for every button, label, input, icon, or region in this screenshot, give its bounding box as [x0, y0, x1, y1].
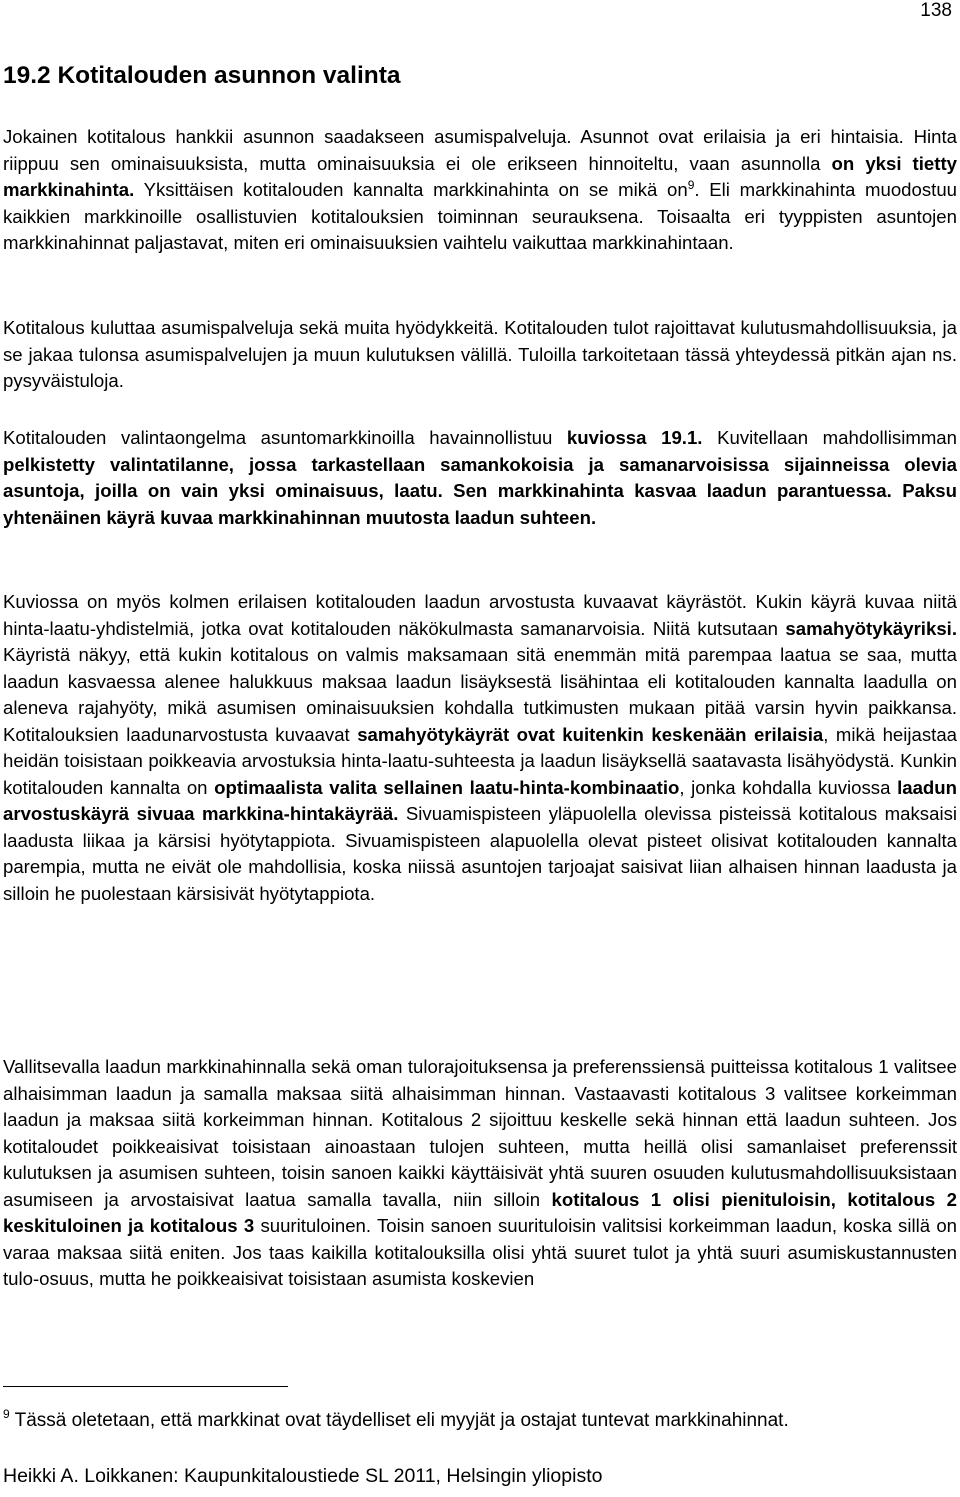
page-footer: Heikki A. Loikkanen: Kaupunkitaloustiede SL 2011, Helsingin yliopisto — [3, 1465, 603, 1487]
p4-text-4: , jonka kohdalla kuviossa — [679, 776, 898, 798]
p1-text-3: . Eli markkinahinta muodostuu kaikkien markkinoille osallistuvien kotitalouksien toiminnan seurauksena. Toisaalta eri tyyppisten asuntojen markkinahinnat paljastavat, miten eri ominaisuuksien vaihtelu vaikuttaa markkinahintaan. — [3, 179, 957, 253]
p4-bold-3: optimaalista valita sellainen laatu-hinta-kombinaatio — [214, 776, 680, 798]
p3-text-1: Kotitalouden valintaongelma asuntomarkkinoilla havainnollistuu — [3, 427, 567, 448]
page-number: 138 — [920, 0, 952, 21]
paragraph-3 — [3, 425, 957, 531]
p3-bold-1: kuviossa 19.1. — [566, 427, 703, 448]
p4-text-2: Käyristä näkyy, että kukin kotitalous on valmis maksamaan sitä enemmän mitä parempaa laatua se saa, mutta laadun kasvaessa alenee halukkuus maksaa laadun lisäyksestä lisähintaa eli kotitalouden kannalta laadulla on aleneva rajahyöty, mikä asumisen ominaisuuksien kohdalla tutkimusten mukaan pitää varsin hyvin paikkansa. Kotitalouksien laadunarvostusta kuvaavat — [3, 644, 957, 745]
p4-bold-2: samahyötykäyrät ovat kuitenkin keskenään erilaisia — [357, 723, 824, 745]
footnote-reference[interactable]: 9 — [687, 178, 695, 192]
p4-bold-1: samahyötykäyriksi. — [785, 617, 957, 639]
footnote-text: Tässä oletetaan, että markkinat ovat täydelliset eli myyjät ja ostajat tuntevat markkinahinnat. — [9, 1410, 789, 1431]
p1-text-1: Jokainen kotitalous hankkii asunnon saadakseen asumispalveluja. Asunnot ovat erilaisia ja eri hintaisia. Hinta riippuu sen ominaisuuksista, mutta ominaisuuksia ei ole erikseen hinnoiteltu, vaan asunnolla — [3, 126, 957, 174]
paragraph-2: Kotitalous kuluttaa asumispalveluja sekä muita hyödykkeitä. Kotitalouden tulot rajoittavat kulutusmahdollisuuksia, ja se jakaa tulonsa asumispalvelujen ja muun kulutuksen välillä. Tuloilla tarkoitetaan tässä yhteydessä pitkän ajan ns. pysyväistuloja. — [3, 317, 957, 391]
paragraph-5 — [3, 1054, 957, 1293]
footnote-divider — [3, 1386, 288, 1387]
footnote-marker: 9 — [3, 1407, 10, 1421]
p5-text-1: Vallitsevalla laadun markkinahinnalla sekä oman tulorajoituksensa ja preferenssiensä puitteissa kotitalous 1 valitsee alhaisimman laadun ja samalla maksaa siitä alhaisimman hinnan. Vastaavasti kotitalous 3 valitsee korkeimman laadun ja maksaa siitä korkeimman hinnan. Kotitalous 2 sijoittuu keskelle sekä hinnan että laadun suhteen. Jos kotitaloudet poikkeaisivat toisistaan ainoastaan tulojen suhteen, mutta heillä olisi samanlaiset preferenssit kulutuksen ja asumisen suhteen, toisin sanoen kaikki käyttäisivät yhtä suuren osuuden kulutusmahdollisuuksistaan asumiseen ja arvostaisivat laatua samalla tavalla, niin silloin — [3, 1056, 957, 1210]
section-heading: 19.2 Kotitalouden asunnon valinta — [3, 62, 401, 89]
p1-bold-1: on yksi tietty markkinahinta. — [3, 152, 957, 200]
p4-text-3: , mikä heijastaa heidän toisistaan poikkeavia arvostuksia hinta-laatu-suhteesta ja laadun lisäyksellä saatavasta lisähyödystä. Kunkin kotitalouden kannalta on — [3, 723, 957, 798]
footnote — [3, 1400, 943, 1435]
p3-bold-2: pelkistetty valintatilanne, jossa tarkastellaan samankokoisia ja samanarvoisissa sijainneissa olevia asuntoja, joilla on vain yksi ominaisuus, laatu. Sen markkinahinta kasvaa laadun parantuessa. Paksu yhtenäinen käyrä kuvaa markkinahinnan muutosta laadun suhteen. — [3, 453, 957, 528]
p3-text-2: Kuvitellaan mahdollisimman — [702, 427, 957, 448]
p1-text-2: Yksittäisen kotitalouden kannalta markkinahinta on se mikä on — [134, 179, 688, 200]
p4-text-1: Kuviossa on myös kolmen erilaisen kotitalouden laadun arvostusta kuvaavat käyrästöt. Kukin käyrä kuvaa niitä hinta-laatu-yhdistelmiä, jotka ovat kotitalouden näkökulmasta samanarvoisia. Niitä kutsutaan — [3, 591, 957, 639]
p5-bold-1: kotitalous 1 olisi pienituloisin, kotitalous 2 keskituloinen ja kotitalous 3 — [3, 1188, 957, 1236]
p4-bold-4: laadun arvostuskäyrä sivuaa markkina-hintakäyrää. — [3, 776, 957, 824]
paragraph-1 — [3, 124, 957, 257]
p5-text-2: suurituloinen. Toisin sanoen suurituloisin valitsisi korkeimman laadun, koska sillä on varaa maksaa siitä eniten. Jos taas kaikilla kotitalouksilla olisi yhtä suuret tulot ja yhtä suuri asumiskustannusten tulo-osuus, mutta he poikkeaisivat toisistaan asumista koskevien — [3, 1215, 958, 1289]
paragraph-4 — [3, 589, 957, 907]
p4-text-5: Sivuamispisteen yläpuolella olevissa pisteissä kotitalous maksaisi laadusta liikaa ja kärsisi hyötytappiota. Sivuamispisteen alapuolella olevat pisteet olisivat kotitalouden kannalta parempia, mutta ne eivät ole mahdollisia, koska niissä asuntojen tarjoajat saisivat liian alhaisen hinnan laadusta ja silloin he puolestaan kärsisivät hyötytappiota. — [3, 803, 958, 904]
